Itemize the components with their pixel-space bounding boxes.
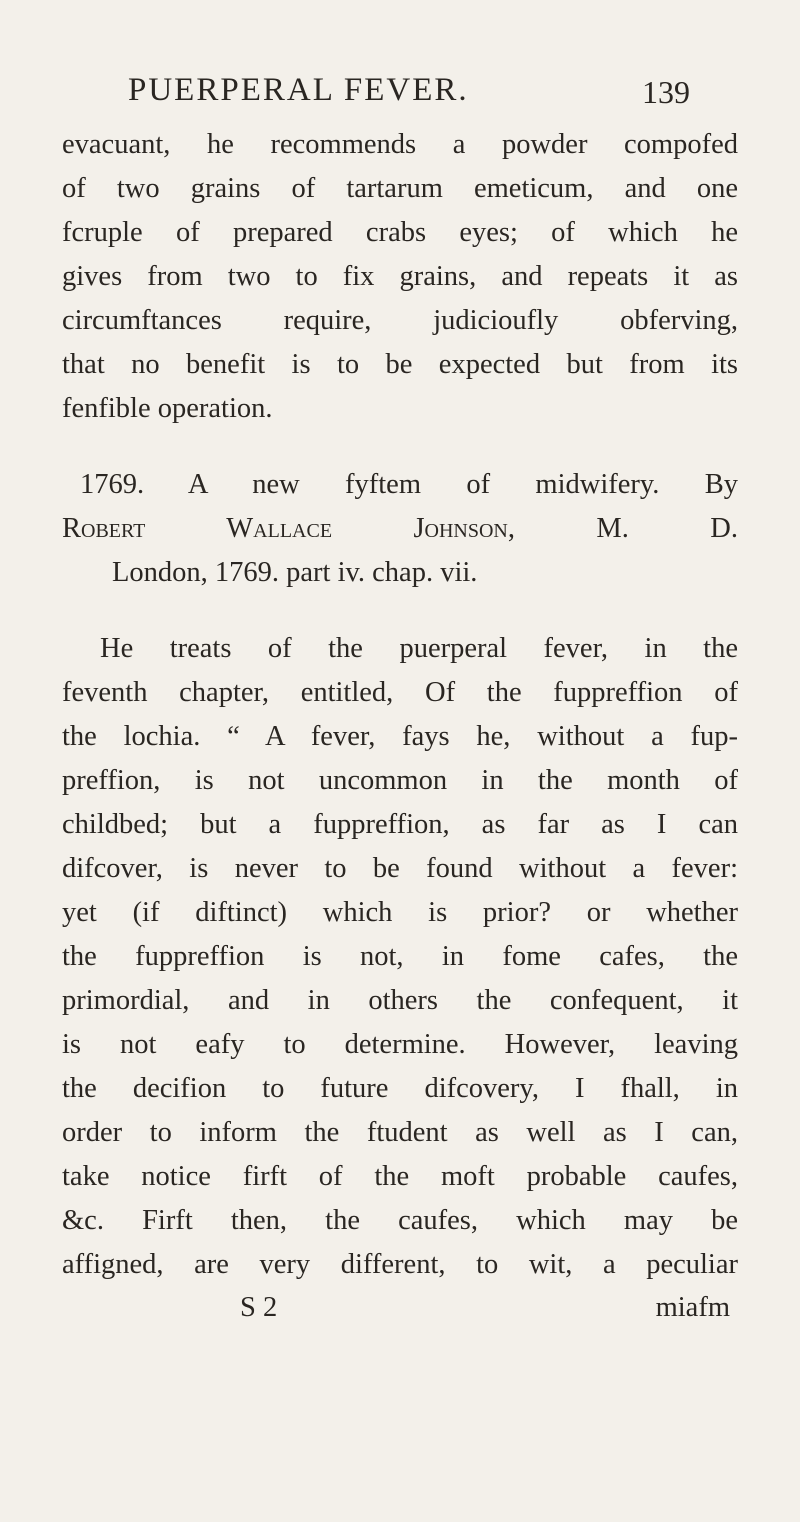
imprint-line: London, 1769. part iv. chap. vii. [112,557,478,588]
text-line: circumftances require, judicioufly obferving, [62,305,738,336]
book-title-line: 1769. A new fyftem of midwifery. By [80,469,738,500]
text-line: gives from two to fix grains, and repeats it as [62,261,738,292]
text-line: He treats of the puerperal fever, in the [100,633,738,664]
text-line: the decifion to future difcovery, I fhall, in [62,1073,738,1104]
text-line: is not eafy to determine. However, leaving [62,1029,738,1060]
text-line: the fuppreffion is not, in fome cafes, the [62,941,738,972]
text-line: order to inform the ftudent as well as I can, [62,1117,738,1148]
running-title: PUERPERAL FEVER. [128,72,469,108]
text-line: affigned, are very different, to wit, a peculiar [62,1249,738,1280]
page-number: 139 [642,74,690,110]
running-head [128,72,688,122]
text-line: take notice firft of the moft probable caufes, [62,1161,738,1192]
catchword: miafm [655,1292,730,1323]
text-line: preffion, is not uncommon in the month of [62,765,738,796]
author-line: Robert Wallace Johnson, M. D. [62,513,738,544]
text-line: yet (if diftinct) which is prior? or whether [62,897,738,928]
text-line: fcruple of prepared crabs eyes; of which he [62,217,738,248]
page-footer [240,1292,730,1332]
text-line: the lochia. “ A fever, fays he, without a fup- [62,721,738,752]
text-line: that no benefit is to be expected but from its [62,349,738,380]
text-line: evacuant, he recommends a powder compofed [62,129,738,160]
text-line: difcover, is never to be found without a fever: [62,853,738,884]
text-line: childbed; but a fuppreffion, as far as I can [62,809,738,840]
text-line: feventh chapter, entitled, Of the fuppreffion of [62,677,738,708]
text-line: of two grains of tartarum emeticum, and one [62,173,738,204]
text-line: primordial, and in others the confequent, it [62,985,738,1016]
text-line: &c. Firft then, the caufes, which may be [62,1205,738,1236]
signature-mark: S 2 [240,1292,278,1323]
text-line: fenfible operation. [62,393,273,424]
